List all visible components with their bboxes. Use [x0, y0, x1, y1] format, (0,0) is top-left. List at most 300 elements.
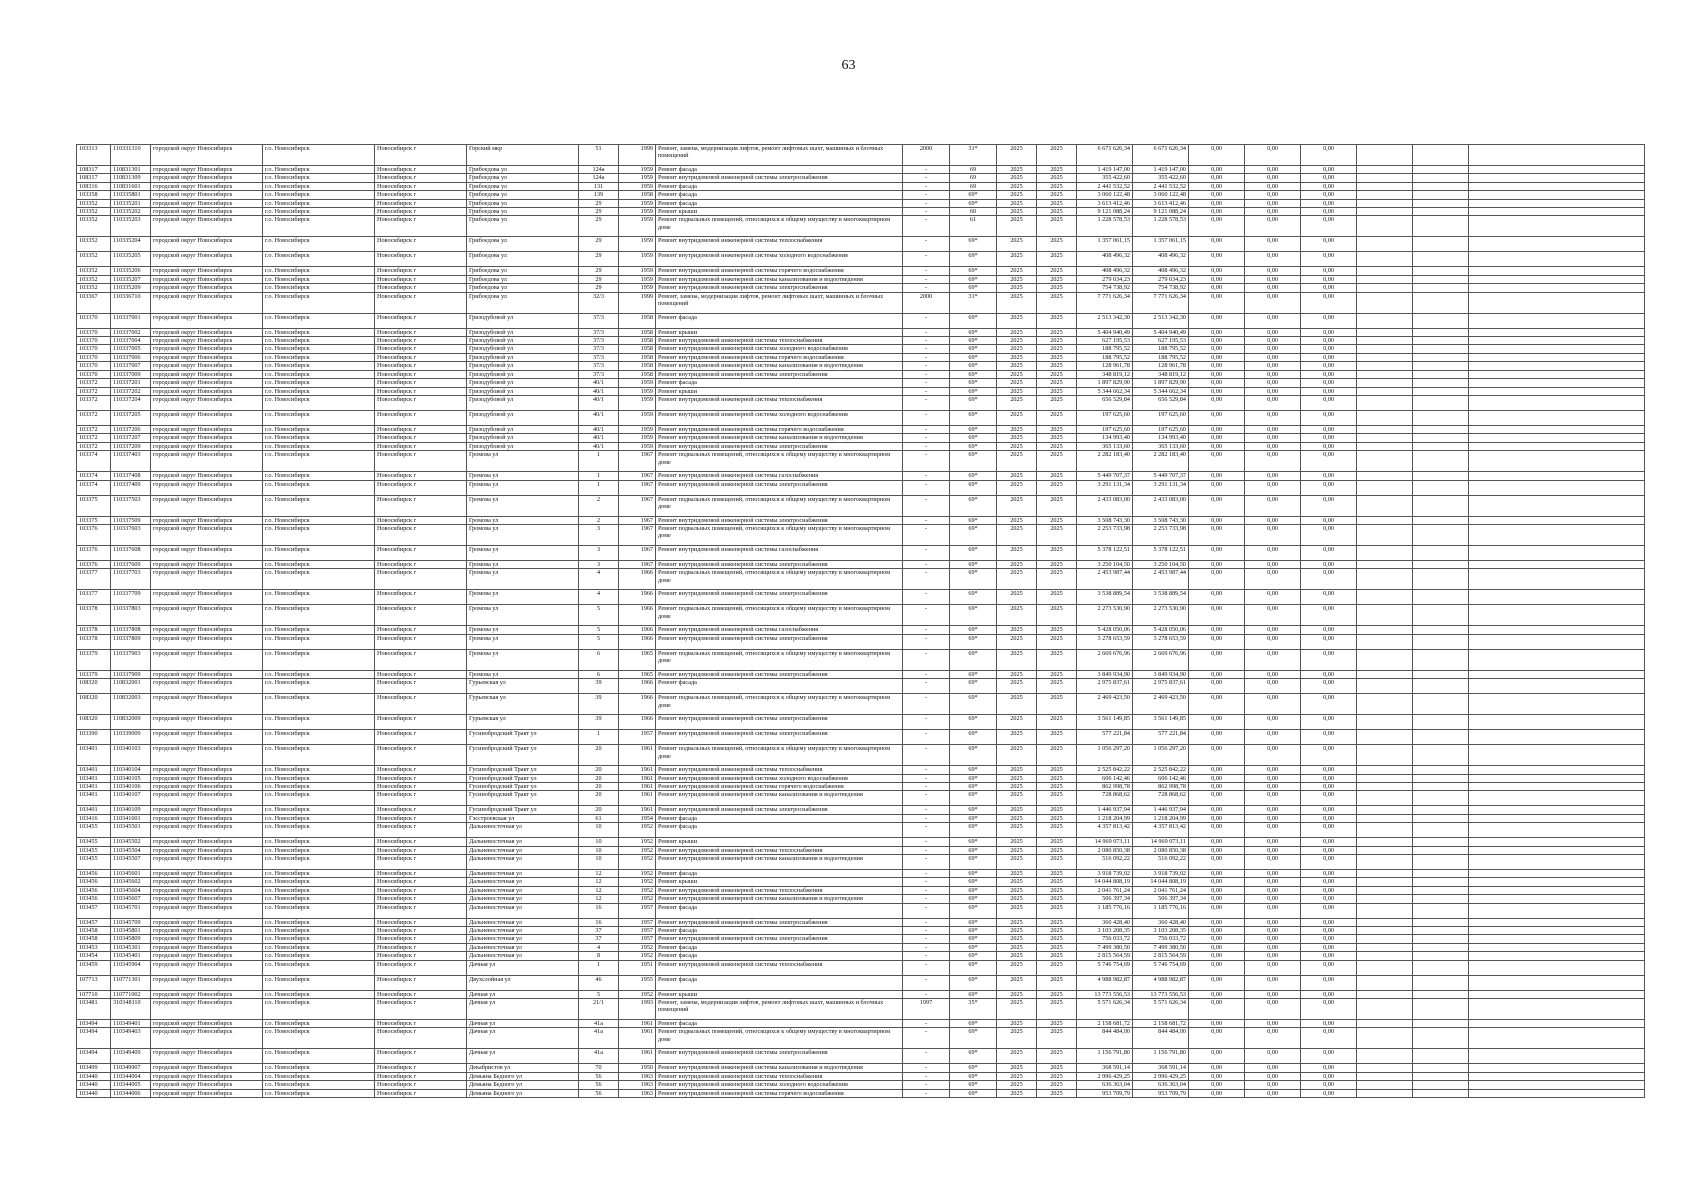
- cell-plan-year-end: 2025: [1037, 878, 1077, 886]
- cell-extra-col-1: [1357, 1089, 1413, 1097]
- cell-plan-year-end: 2025: [1037, 605, 1077, 626]
- cell-house-number: 3: [579, 545, 619, 560]
- cell-norm-period: 69*: [950, 267, 997, 275]
- cell-street: Грибоедова ул: [467, 267, 579, 275]
- cell-extra-col-2: [1413, 745, 1469, 766]
- cell-budget-local: 0,00: [1301, 649, 1357, 670]
- cell-norm-period: 69*: [950, 814, 997, 822]
- cell-house-number: 70: [579, 1064, 619, 1072]
- cell-norm-period: 69*: [950, 895, 997, 903]
- cell-plan-year-start: 2025: [997, 182, 1037, 190]
- table-row: [77, 1072, 1645, 1080]
- cell-build-year: 1959: [619, 387, 656, 395]
- cell-extra-col-1: [1357, 670, 1413, 678]
- cell-municipality: городской округ Новосибирск: [151, 166, 263, 174]
- cell-fund-cost: 3 538 889,54: [1133, 590, 1189, 605]
- cell-settlement: Новосибирск г: [375, 328, 467, 336]
- cell-street: Громова ул: [467, 495, 579, 516]
- cell-budget-regional: 0,00: [1245, 252, 1301, 267]
- cell-budget-federal: 0,00: [1189, 337, 1245, 345]
- cell-plan-year-start: 2025: [997, 425, 1037, 433]
- cell-municipal-short: г.о. Новосибирск: [263, 267, 375, 275]
- cell-work-code: 110340106: [111, 782, 151, 790]
- cell-budget-federal: 0,00: [1189, 791, 1245, 806]
- cell-norm-period: 69*: [950, 649, 997, 670]
- table-row: [77, 362, 1645, 370]
- cell-row-id: 108320: [77, 715, 111, 730]
- cell-plan-year-start: 2025: [997, 679, 1037, 694]
- cell-extra-col-2: [1413, 846, 1469, 854]
- cell-fund-cost: 188 795,52: [1133, 353, 1189, 361]
- cell-work-code: 110337206: [111, 425, 151, 433]
- table-row: [77, 284, 1645, 292]
- cell-plan-year-start: 2025: [997, 694, 1037, 715]
- cell-lift-year: -: [903, 370, 950, 378]
- cell-extra-col-2: [1413, 434, 1469, 442]
- cell-fund-cost: 279 034,23: [1133, 275, 1189, 283]
- cell-row-id: 103372: [77, 434, 111, 442]
- cell-build-year: 1961: [619, 745, 656, 766]
- cell-total-cost: 5 378 122,51: [1077, 545, 1133, 560]
- cell-settlement: Новосибирск г: [375, 370, 467, 378]
- cell-budget-local: 0,00: [1301, 846, 1357, 854]
- cell-settlement: Новосибирск г: [375, 823, 467, 838]
- cell-settlement: Новосибирск г: [375, 313, 467, 328]
- cell-extra-col-1: [1357, 999, 1413, 1020]
- cell-plan-year-start: 2025: [997, 649, 1037, 670]
- cell-extra-col-1: [1357, 870, 1413, 878]
- cell-settlement: Новосибирск г: [375, 605, 467, 626]
- capital-repair-table: [76, 144, 1645, 1098]
- cell-municipal-short: г.о. Новосибирск: [263, 1020, 375, 1028]
- cell-settlement: Новосибирск г: [375, 935, 467, 943]
- table-row: [77, 774, 1645, 782]
- cell-budget-federal: 0,00: [1189, 782, 1245, 790]
- cell-budget-regional: 0,00: [1245, 284, 1301, 292]
- cell-build-year: 1967: [619, 524, 656, 545]
- cell-street: Грибоедова ул: [467, 182, 579, 190]
- cell-settlement: Новосибирск г: [375, 649, 467, 670]
- cell-municipality: городской округ Новосибирск: [151, 495, 263, 516]
- cell-plan-year-end: 2025: [1037, 1081, 1077, 1089]
- cell-plan-year-end: 2025: [1037, 524, 1077, 545]
- cell-municipality: городской округ Новосибирск: [151, 745, 263, 766]
- cell-work-code: 110337002: [111, 328, 151, 336]
- cell-work-type: Ремонт внутридомовой инженерной системы горячего водоснабжения: [656, 267, 903, 275]
- cell-lift-year: -: [903, 694, 950, 715]
- cell-work-type: Ремонт внутридомовой инженерной системы электроснабжения: [656, 806, 903, 814]
- cell-work-code: 110337808: [111, 626, 151, 634]
- cell-extra-col-1: [1357, 952, 1413, 960]
- cell-house-number: 139: [579, 191, 619, 199]
- cell-fund-cost: 5 428 050,06: [1133, 626, 1189, 634]
- cell-municipality: городской округ Новосибирск: [151, 545, 263, 560]
- cell-plan-year-end: 2025: [1037, 715, 1077, 730]
- cell-lift-year: 2000: [903, 292, 950, 313]
- cell-budget-federal: 0,00: [1189, 472, 1245, 480]
- cell-extra-col-2: [1413, 292, 1469, 313]
- cell-build-year: 1999: [619, 292, 656, 313]
- cell-plan-year-start: 2025: [997, 975, 1037, 990]
- cell-plan-year-end: 2025: [1037, 1020, 1077, 1028]
- cell-extra-col-1: [1357, 166, 1413, 174]
- cell-extra-col-2: [1413, 275, 1469, 283]
- cell-extra-col-3: [1469, 451, 1645, 472]
- cell-house-number: 5: [579, 626, 619, 634]
- cell-budget-federal: 0,00: [1189, 814, 1245, 822]
- cell-work-code: 110337909: [111, 670, 151, 678]
- cell-fund-cost: 3 250 104,50: [1133, 560, 1189, 568]
- table-row: [77, 480, 1645, 495]
- cell-street: Горский мкр: [467, 145, 579, 166]
- cell-municipal-short: г.о. Новосибирск: [263, 442, 375, 450]
- table-row: [77, 410, 1645, 425]
- cell-fund-cost: 3 918 739,02: [1133, 870, 1189, 878]
- cell-plan-year-start: 2025: [997, 990, 1037, 998]
- table-row: [77, 1089, 1645, 1097]
- cell-row-id: 103494: [77, 1028, 111, 1049]
- cell-budget-local: 0,00: [1301, 182, 1357, 190]
- cell-budget-federal: 0,00: [1189, 649, 1245, 670]
- cell-budget-regional: 0,00: [1245, 694, 1301, 715]
- cell-budget-local: 0,00: [1301, 918, 1357, 926]
- cell-street: Гусинобродский Тракт ул: [467, 806, 579, 814]
- cell-lift-year: -: [903, 626, 950, 634]
- cell-total-cost: 365 133,60: [1077, 442, 1133, 450]
- cell-municipal-short: г.о. Новосибирск: [263, 524, 375, 545]
- cell-build-year: 1961: [619, 806, 656, 814]
- cell-work-code: 110337205: [111, 410, 151, 425]
- cell-extra-col-3: [1469, 838, 1645, 846]
- cell-norm-period: 69*: [950, 990, 997, 998]
- cell-norm-period: 35*: [950, 999, 997, 1020]
- cell-settlement: Новосибирск г: [375, 943, 467, 951]
- cell-total-cost: 5 746 754,69: [1077, 960, 1133, 975]
- cell-budget-regional: 0,00: [1245, 927, 1301, 935]
- table-row: [77, 472, 1645, 480]
- cell-fund-cost: 1 897 829,90: [1133, 379, 1189, 387]
- cell-municipal-short: г.о. Новосибирск: [263, 379, 375, 387]
- cell-work-type: Ремонт внутридомовой инженерной системы электроснабжения: [656, 442, 903, 450]
- cell-work-type: Ремонт крыши: [656, 878, 903, 886]
- cell-municipal-short: г.о. Новосибирск: [263, 1072, 375, 1080]
- cell-extra-col-2: [1413, 999, 1469, 1020]
- cell-norm-period: 69*: [950, 846, 997, 854]
- cell-fund-cost: 14 044 808,19: [1133, 878, 1189, 886]
- cell-build-year: 1952: [619, 943, 656, 951]
- cell-extra-col-1: [1357, 434, 1413, 442]
- table-row: [77, 252, 1645, 267]
- cell-budget-local: 0,00: [1301, 774, 1357, 782]
- cell-budget-regional: 0,00: [1245, 990, 1301, 998]
- cell-extra-col-3: [1469, 1072, 1645, 1080]
- cell-extra-col-2: [1413, 814, 1469, 822]
- table-row: [77, 943, 1645, 951]
- cell-build-year: 1957: [619, 935, 656, 943]
- cell-settlement: Новосибирск г: [375, 952, 467, 960]
- cell-plan-year-start: 2025: [997, 1081, 1037, 1089]
- cell-municipality: городской округ Новосибирск: [151, 670, 263, 678]
- cell-total-cost: 844 484,00: [1077, 1028, 1133, 1049]
- cell-lift-year: -: [903, 855, 950, 870]
- cell-extra-col-3: [1469, 560, 1645, 568]
- cell-row-id: 103374: [77, 472, 111, 480]
- cell-build-year: 1955: [619, 975, 656, 990]
- cell-build-year: 1952: [619, 838, 656, 846]
- cell-total-cost: 754 738,92: [1077, 284, 1133, 292]
- cell-plan-year-end: 2025: [1037, 516, 1077, 524]
- cell-budget-regional: 0,00: [1245, 806, 1301, 814]
- cell-budget-local: 0,00: [1301, 345, 1357, 353]
- cell-budget-regional: 0,00: [1245, 679, 1301, 694]
- cell-municipality: городской округ Новосибирск: [151, 182, 263, 190]
- cell-house-number: 51: [579, 145, 619, 166]
- cell-extra-col-2: [1413, 1081, 1469, 1089]
- cell-street: Громова ул: [467, 670, 579, 678]
- cell-lift-year: -: [903, 208, 950, 216]
- cell-plan-year-end: 2025: [1037, 199, 1077, 207]
- cell-work-code: 110337408: [111, 472, 151, 480]
- cell-fund-cost: 134 993,40: [1133, 434, 1189, 442]
- cell-budget-local: 0,00: [1301, 410, 1357, 425]
- cell-plan-year-end: 2025: [1037, 766, 1077, 774]
- cell-work-type: Ремонт подвальных помещений, относящихся к общему имуществу в многоквартирном доме: [656, 216, 903, 237]
- cell-budget-local: 0,00: [1301, 284, 1357, 292]
- cell-budget-federal: 0,00: [1189, 999, 1245, 1020]
- table-row: [77, 806, 1645, 814]
- cell-row-id: 108317: [77, 174, 111, 182]
- cell-work-code: 110337509: [111, 516, 151, 524]
- cell-total-cost: 2 525 842,22: [1077, 766, 1133, 774]
- cell-build-year: 1959: [619, 395, 656, 410]
- cell-house-number: 29: [579, 199, 619, 207]
- cell-total-cost: 656 529,84: [1077, 395, 1133, 410]
- cell-budget-regional: 0,00: [1245, 895, 1301, 903]
- cell-fund-cost: 2 441 532,52: [1133, 182, 1189, 190]
- cell-budget-regional: 0,00: [1245, 730, 1301, 745]
- cell-plan-year-end: 2025: [1037, 313, 1077, 328]
- cell-settlement: Новосибирск г: [375, 442, 467, 450]
- cell-lift-year: -: [903, 918, 950, 926]
- cell-plan-year-start: 2025: [997, 886, 1037, 894]
- cell-house-number: 10: [579, 846, 619, 854]
- cell-extra-col-3: [1469, 745, 1645, 766]
- cell-extra-col-1: [1357, 782, 1413, 790]
- cell-build-year: 1958: [619, 362, 656, 370]
- cell-work-code: 110345507: [111, 855, 151, 870]
- cell-budget-regional: 0,00: [1245, 395, 1301, 410]
- cell-street: Дальневосточная ул: [467, 952, 579, 960]
- cell-municipal-short: г.о. Новосибирск: [263, 670, 375, 678]
- cell-work-code: 310348110: [111, 999, 151, 1020]
- cell-extra-col-1: [1357, 960, 1413, 975]
- cell-municipality: городской округ Новосибирск: [151, 782, 263, 790]
- cell-budget-regional: 0,00: [1245, 379, 1301, 387]
- cell-plan-year-end: 2025: [1037, 960, 1077, 975]
- cell-street: Гризодубовой ул: [467, 425, 579, 433]
- cell-lift-year: -: [903, 935, 950, 943]
- cell-fund-cost: 360 428,40: [1133, 918, 1189, 926]
- cell-norm-period: 69*: [950, 199, 997, 207]
- cell-extra-col-1: [1357, 791, 1413, 806]
- cell-total-cost: 3 278 653,59: [1077, 634, 1133, 649]
- cell-municipal-short: г.о. Новосибирск: [263, 216, 375, 237]
- cell-norm-period: 69*: [950, 337, 997, 345]
- cell-build-year: 1952: [619, 895, 656, 903]
- cell-settlement: Новосибирск г: [375, 395, 467, 410]
- cell-norm-period: 69*: [950, 694, 997, 715]
- cell-budget-regional: 0,00: [1245, 345, 1301, 353]
- cell-street: Грибоедова ул: [467, 284, 579, 292]
- cell-fund-cost: 2 513 342,30: [1133, 313, 1189, 328]
- cell-norm-period: 69*: [950, 425, 997, 433]
- cell-work-type: Ремонт подвальных помещений, относящихся к общему имуществу в многоквартирном доме: [656, 649, 903, 670]
- cell-extra-col-1: [1357, 275, 1413, 283]
- cell-plan-year-start: 2025: [997, 903, 1037, 918]
- cell-budget-federal: 0,00: [1189, 560, 1245, 568]
- cell-street: Гэсстроевская ул: [467, 814, 579, 822]
- cell-budget-federal: 0,00: [1189, 927, 1245, 935]
- cell-plan-year-start: 2025: [997, 774, 1037, 782]
- cell-plan-year-end: 2025: [1037, 166, 1077, 174]
- cell-settlement: Новосибирск г: [375, 806, 467, 814]
- cell-house-number: 39: [579, 694, 619, 715]
- cell-plan-year-end: 2025: [1037, 846, 1077, 854]
- table-row: [77, 345, 1645, 353]
- cell-work-code: 110832003: [111, 694, 151, 715]
- cell-budget-regional: 0,00: [1245, 878, 1301, 886]
- cell-total-cost: 360 428,40: [1077, 918, 1133, 926]
- cell-fund-cost: 2 996 429,25: [1133, 1072, 1189, 1080]
- cell-municipality: городской округ Новосибирск: [151, 590, 263, 605]
- cell-lift-year: -: [903, 766, 950, 774]
- cell-total-cost: 862 998,78: [1077, 782, 1133, 790]
- cell-extra-col-3: [1469, 182, 1645, 190]
- cell-plan-year-end: 2025: [1037, 745, 1077, 766]
- cell-build-year: 1957: [619, 918, 656, 926]
- cell-budget-local: 0,00: [1301, 434, 1357, 442]
- cell-house-number: 5: [579, 605, 619, 626]
- cell-budget-regional: 0,00: [1245, 216, 1301, 237]
- cell-lift-year: -: [903, 590, 950, 605]
- cell-build-year: 1965: [619, 670, 656, 678]
- cell-house-number: 1: [579, 451, 619, 472]
- table-row: [77, 328, 1645, 336]
- cell-municipal-short: г.о. Новосибирск: [263, 284, 375, 292]
- cell-budget-federal: 0,00: [1189, 569, 1245, 590]
- cell-extra-col-2: [1413, 191, 1469, 199]
- cell-total-cost: 2 080 850,38: [1077, 846, 1133, 854]
- cell-build-year: 1959: [619, 284, 656, 292]
- cell-extra-col-2: [1413, 590, 1469, 605]
- table-row: [77, 878, 1645, 886]
- cell-norm-period: 69*: [950, 472, 997, 480]
- cell-plan-year-end: 2025: [1037, 370, 1077, 378]
- cell-plan-year-end: 2025: [1037, 694, 1077, 715]
- cell-row-id: 103352: [77, 267, 111, 275]
- cell-settlement: Новосибирск г: [375, 903, 467, 918]
- cell-budget-regional: 0,00: [1245, 337, 1301, 345]
- table-row: [77, 545, 1645, 560]
- cell-work-type: Ремонт крыши: [656, 208, 903, 216]
- cell-extra-col-1: [1357, 903, 1413, 918]
- cell-house-number: 40/1: [579, 434, 619, 442]
- cell-extra-col-1: [1357, 895, 1413, 903]
- cell-budget-local: 0,00: [1301, 605, 1357, 626]
- cell-work-code: 110345701: [111, 903, 151, 918]
- cell-plan-year-start: 2025: [997, 480, 1037, 495]
- cell-lift-year: -: [903, 605, 950, 626]
- cell-budget-federal: 0,00: [1189, 166, 1245, 174]
- cell-build-year: 1966: [619, 679, 656, 694]
- cell-extra-col-2: [1413, 960, 1469, 975]
- cell-lift-year: -: [903, 782, 950, 790]
- cell-work-code: 110345604: [111, 886, 151, 894]
- cell-plan-year-start: 2025: [997, 838, 1037, 846]
- cell-norm-period: 69*: [950, 952, 997, 960]
- cell-budget-federal: 0,00: [1189, 387, 1245, 395]
- cell-lift-year: -: [903, 745, 950, 766]
- cell-extra-col-1: [1357, 1081, 1413, 1089]
- cell-settlement: Новосибирск г: [375, 1089, 467, 1097]
- cell-fund-cost: 606 142,46: [1133, 774, 1189, 782]
- cell-municipal-short: г.о. Новосибирск: [263, 679, 375, 694]
- cell-extra-col-1: [1357, 679, 1413, 694]
- cell-extra-col-1: [1357, 838, 1413, 846]
- cell-house-number: 20: [579, 745, 619, 766]
- cell-municipal-short: г.о. Новосибирск: [263, 846, 375, 854]
- cell-row-id: 103481: [77, 999, 111, 1020]
- cell-municipal-short: г.о. Новосибирск: [263, 370, 375, 378]
- cell-fund-cost: 6 671 626,34: [1133, 145, 1189, 166]
- cell-build-year: 1959: [619, 208, 656, 216]
- cell-house-number: 40/1: [579, 387, 619, 395]
- cell-plan-year-end: 2025: [1037, 379, 1077, 387]
- cell-municipality: городской округ Новосибирск: [151, 292, 263, 313]
- table-row: [77, 353, 1645, 361]
- cell-fund-cost: 627 195,53: [1133, 337, 1189, 345]
- cell-work-type: Ремонт внутридомовой инженерной системы электроснабжения: [656, 918, 903, 926]
- cell-house-number: 40/1: [579, 379, 619, 387]
- cell-municipal-short: г.о. Новосибирск: [263, 730, 375, 745]
- cell-settlement: Новосибирск г: [375, 166, 467, 174]
- cell-municipal-short: г.о. Новосибирск: [263, 774, 375, 782]
- cell-row-id: 103494: [77, 1020, 111, 1028]
- cell-street: Громова ул: [467, 590, 579, 605]
- cell-settlement: Новосибирск г: [375, 425, 467, 433]
- cell-municipality: городской округ Новосибирск: [151, 694, 263, 715]
- cell-extra-col-2: [1413, 267, 1469, 275]
- cell-total-cost: 14 969 073,11: [1077, 838, 1133, 846]
- cell-plan-year-end: 2025: [1037, 495, 1077, 516]
- cell-settlement: Новосибирск г: [375, 237, 467, 252]
- cell-lift-year: -: [903, 791, 950, 806]
- cell-municipality: городской округ Новосибирск: [151, 451, 263, 472]
- cell-work-code: 110337004: [111, 337, 151, 345]
- cell-extra-col-2: [1413, 495, 1469, 516]
- cell-norm-period: 69*: [950, 935, 997, 943]
- cell-work-code: 110337709: [111, 590, 151, 605]
- cell-municipality: городской округ Новосибирск: [151, 1089, 263, 1097]
- cell-fund-cost: 577 221,84: [1133, 730, 1189, 745]
- cell-settlement: Новосибирск г: [375, 745, 467, 766]
- cell-fund-cost: 13 773 556,53: [1133, 990, 1189, 998]
- cell-municipal-short: г.о. Новосибирск: [263, 694, 375, 715]
- cell-settlement: Новосибирск г: [375, 694, 467, 715]
- cell-extra-col-3: [1469, 425, 1645, 433]
- cell-extra-col-3: [1469, 216, 1645, 237]
- cell-settlement: Новосибирск г: [375, 569, 467, 590]
